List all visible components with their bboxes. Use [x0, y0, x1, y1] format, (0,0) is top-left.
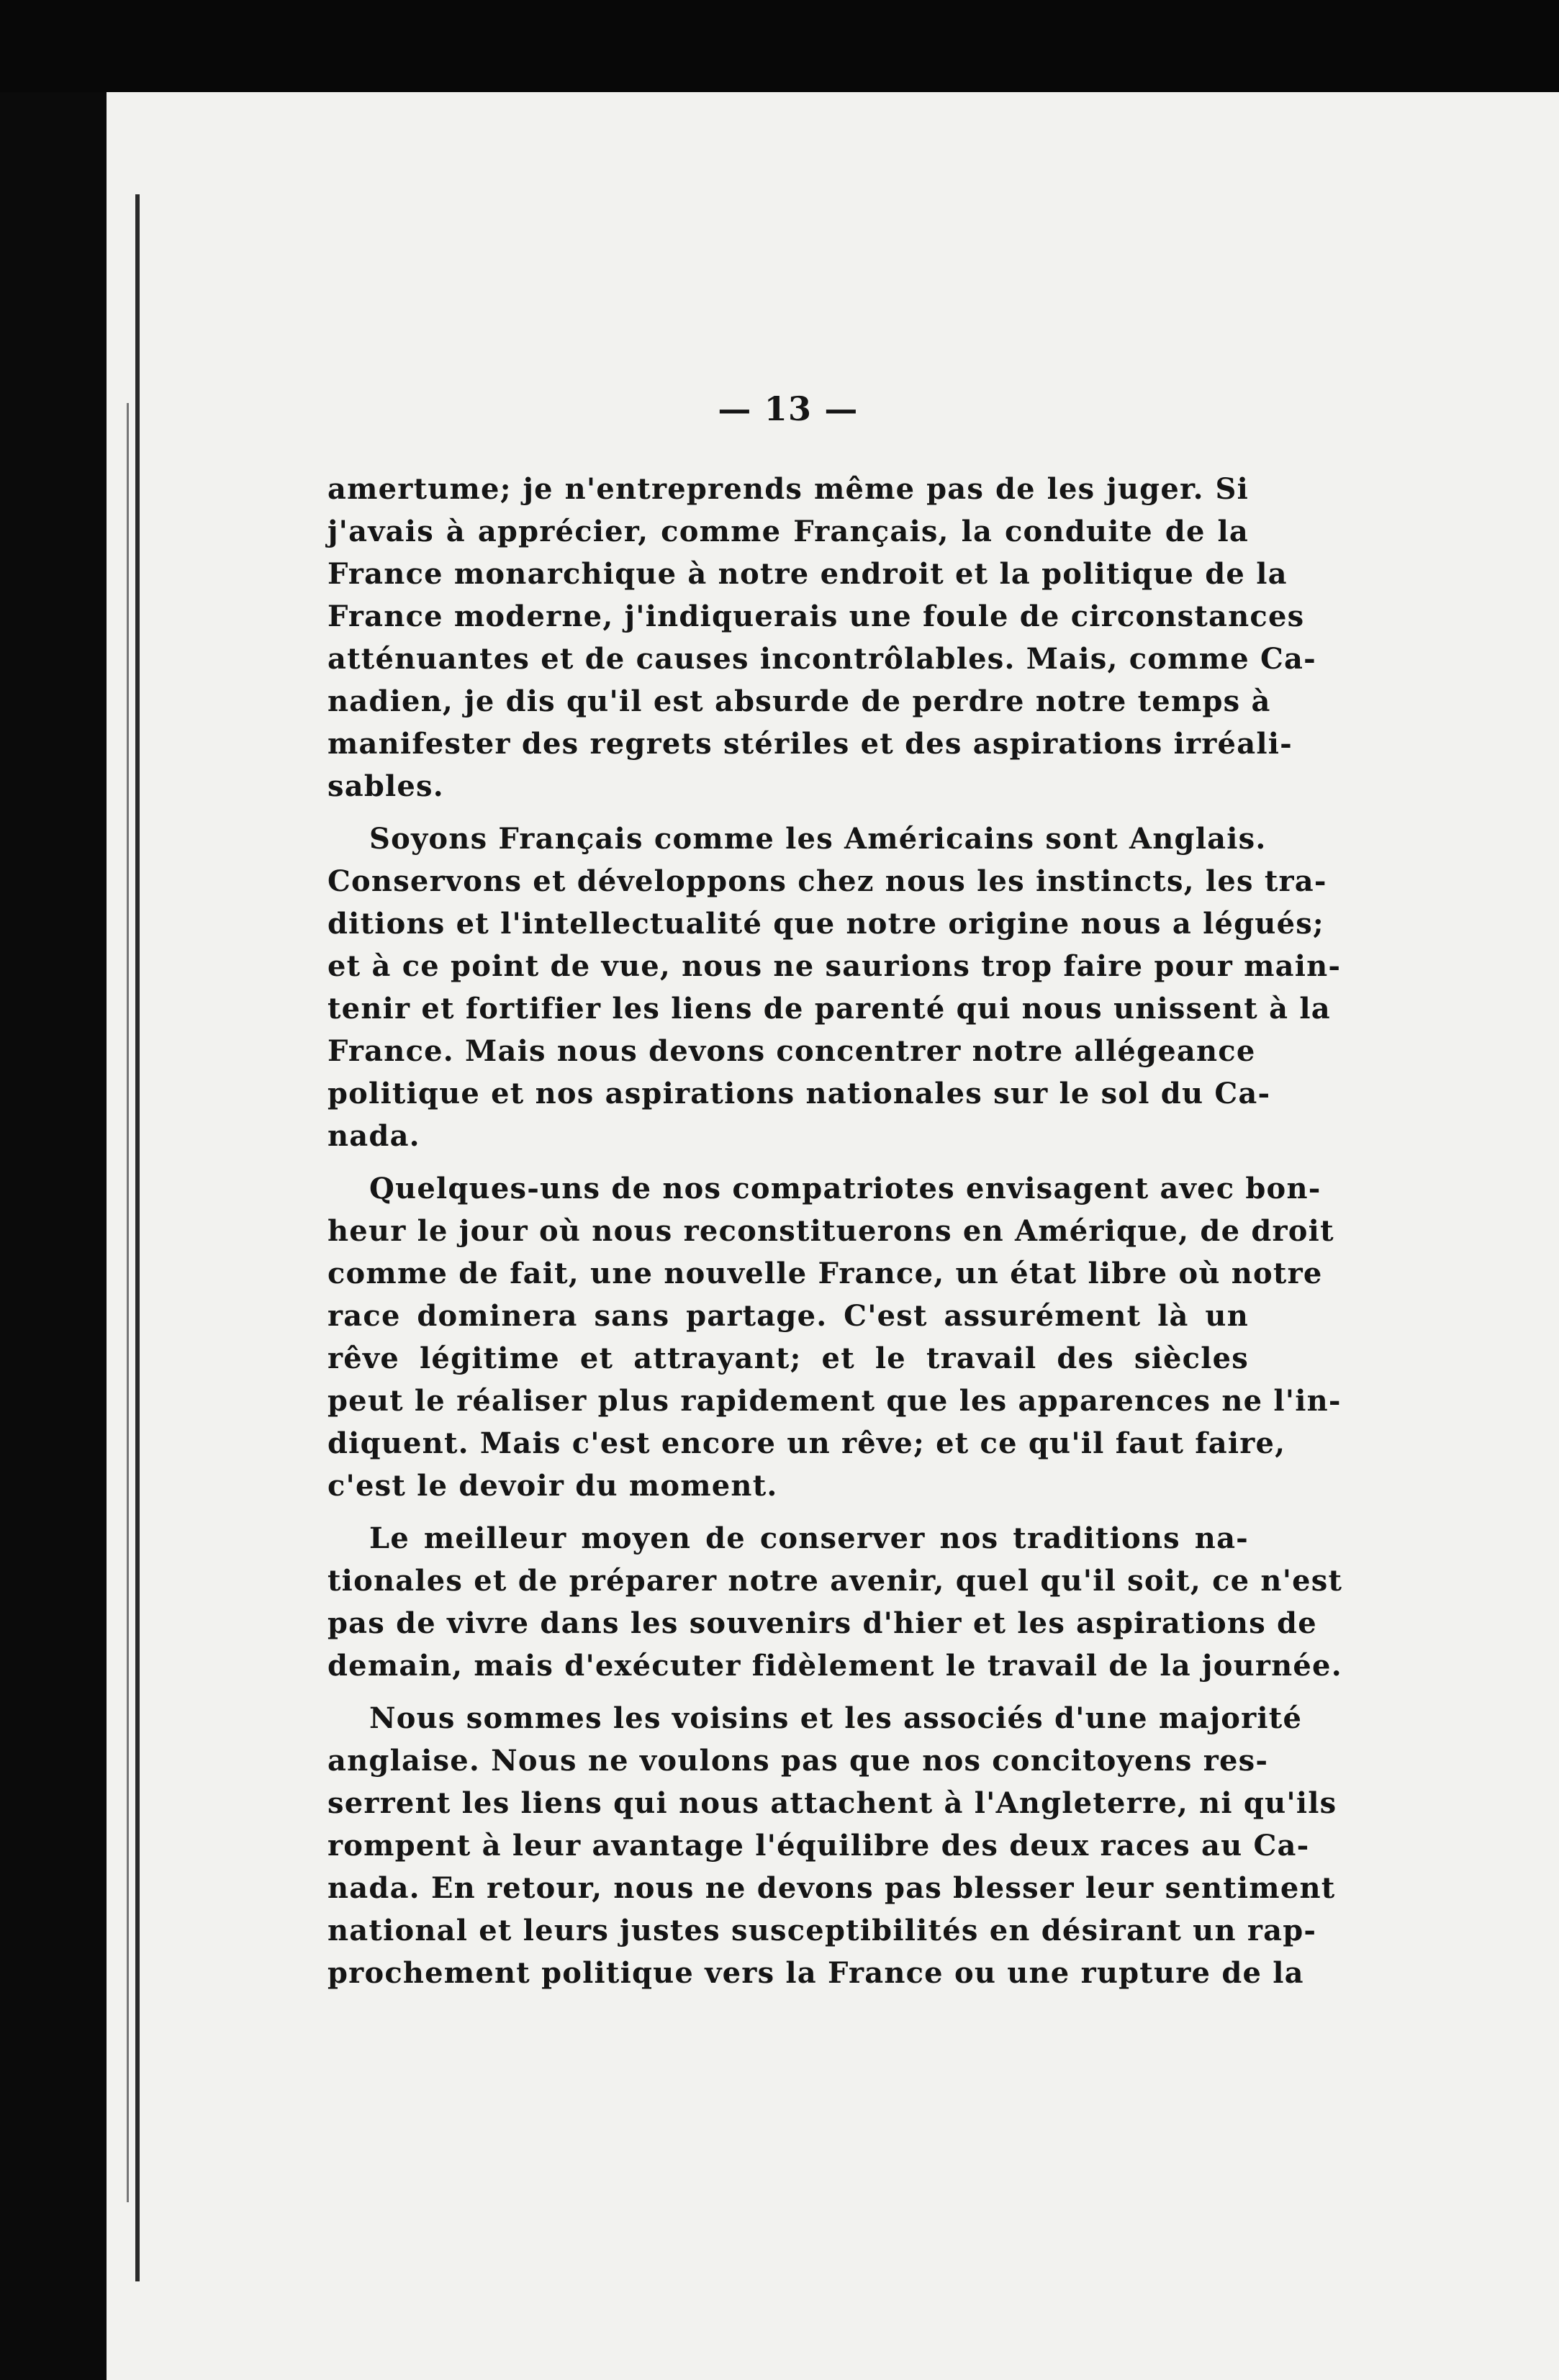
text-line: Nous sommes les voisins et les associés d'une majorité: [369, 1701, 1303, 1735]
text-line: national et leurs justes susceptibilités en désirant un rap-: [327, 1914, 1317, 1947]
text-line: Conservons et développons chez nous les instincts, les tra-: [327, 864, 1327, 898]
text-line: demain, mais d'exécuter fidèlement le travail de la journée.: [327, 1649, 1342, 1683]
text-body: [327, 468, 1343, 1994]
text-line: diquent. Mais c'est encore un rêve; et ce qu'il faut faire,: [327, 1426, 1286, 1460]
paragraph: [327, 468, 1316, 807]
text-line: France monarchique à notre endroit et la politique de la: [327, 557, 1288, 591]
text-line: peut le réaliser plus rapidement que les apparences ne l'in-: [327, 1384, 1342, 1418]
binding-edge: [135, 194, 140, 2281]
text-line: race dominera sans partage. C'est assurément là un: [327, 1299, 1249, 1333]
text-line: nadien, je dis qu'il est absurde de perdre notre temps à: [327, 684, 1271, 718]
text-line: j'avais à apprécier, comme Français, la conduite de la: [327, 515, 1249, 548]
text-line: prochement politique vers la France ou une rupture de la: [327, 1956, 1304, 1990]
text-line: politique et nos aspirations nationales sur le sol du Ca-: [327, 1077, 1271, 1110]
text-line: rompent à leur avantage l'équilibre des deux races au Ca-: [327, 1829, 1310, 1863]
text-line: atténuantes et de causes incontrôlables. Mais, comme Ca-: [327, 642, 1316, 676]
text-line: nada. En retour, nous ne devons pas blesser leur sentiment: [327, 1871, 1336, 1905]
text-line: manifester des regrets stériles et des aspirations irréali-: [327, 727, 1293, 761]
paragraph: [327, 1517, 1343, 1687]
text-line: pas de vivre dans les souvenirs d'hier et les aspirations de: [327, 1606, 1317, 1640]
text-line: Le meilleur moyen de conserver nos traditions na-: [369, 1521, 1249, 1555]
scan-top-border: [0, 0, 1559, 92]
text-line: rêve légitime et attrayant; et le travail des siècles: [327, 1341, 1249, 1375]
paragraph: [327, 1697, 1337, 1994]
text-line: amertume; je n'entreprends même pas de les juger. Si: [327, 472, 1249, 506]
page-content: [327, 389, 1343, 2004]
text-line: c'est le devoir du moment.: [327, 1469, 778, 1503]
text-line: heur le jour où nous reconstituerons en Amérique, de droit: [327, 1214, 1334, 1248]
text-line: France moderne, j'indiquerais une foule de circonstances: [327, 599, 1305, 633]
paragraph: [327, 818, 1342, 1157]
page-number: — 13 —: [718, 389, 859, 428]
text-line: France. Mais nous devons concentrer notre allégeance: [327, 1034, 1256, 1068]
text-line: anglaise. Nous ne voulons pas que nos concitoyens res-: [327, 1744, 1269, 1778]
text-line: ditions et l'intellectualité que notre origine nous a légués;: [327, 907, 1324, 941]
text-line: tenir et fortifier les liens de parenté qui nous unissent à la: [327, 992, 1331, 1026]
text-line: nada.: [327, 1119, 420, 1153]
paragraph: [327, 1167, 1342, 1507]
text-line: tionales et de préparer notre avenir, quel qu'il soit, ce n'est: [327, 1564, 1343, 1598]
text-line: Quelques-uns de nos compatriotes envisagent avec bon-: [369, 1172, 1321, 1205]
text-line: sables.: [327, 769, 444, 803]
text-line: Soyons Français comme les Américains sont Anglais.: [369, 822, 1267, 856]
text-line: serrent les liens qui nous attachent à l'Angleterre, ni qu'ils: [327, 1786, 1337, 1820]
text-line: et à ce point de vue, nous ne saurions trop faire pour main-: [327, 949, 1342, 983]
text-line: comme de fait, une nouvelle France, un état libre où notre: [327, 1257, 1323, 1290]
binding-shadow: [127, 403, 129, 2202]
